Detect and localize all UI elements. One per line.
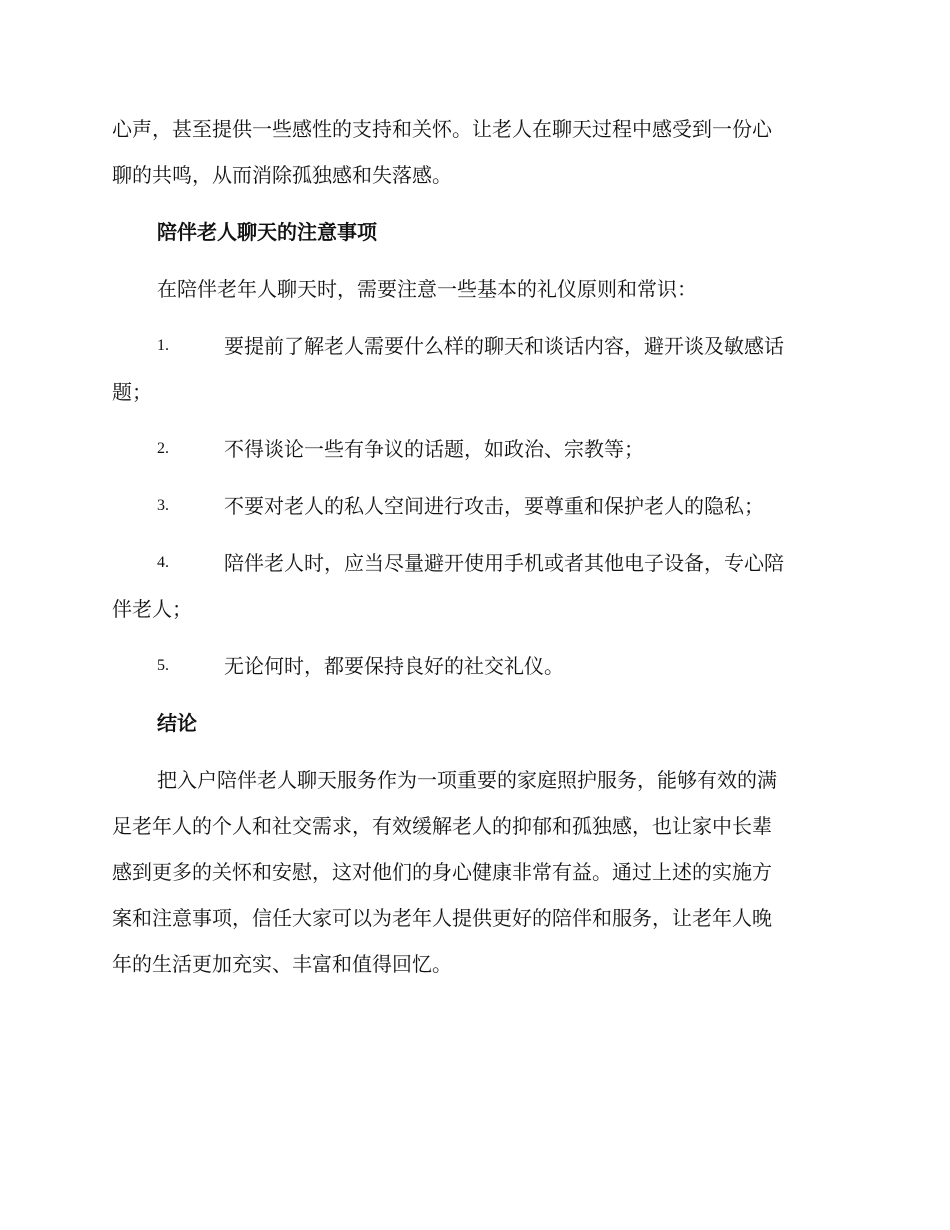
paragraph-line: 年的生活更加充实、丰富和值得回忆。 <box>112 952 452 976</box>
precautions-lead-paragraph <box>112 266 836 312</box>
list-item-number: 4. <box>157 554 169 571</box>
list-item-text: 不要对老人的私人空间进行攻击，要尊重和保护老人的隐私； <box>224 494 764 518</box>
list-item-text: 无论何时，都要保持良好的社交礼仪。 <box>224 654 564 678</box>
document-page <box>112 106 836 987</box>
list-item <box>112 483 836 529</box>
paragraph-line: 聊的共鸣，从而消除孤独感和失落感。 <box>112 163 452 187</box>
intro-paragraph <box>112 106 836 198</box>
paragraph-line: 足老年人的个人和社交需求，有效缓解老人的抑郁和孤独感，也让家中长辈 <box>112 814 772 838</box>
conclusion-paragraph <box>112 757 836 987</box>
list-item-text: 不得谈论一些有争议的话题，如政治、宗教等； <box>224 437 644 461</box>
paragraph-line: 感到更多的关怀和安慰，这对他们的身心健康非常有益。通过上述的实施方 <box>112 860 772 884</box>
section-heading-conclusion: 结论 <box>157 711 197 735</box>
list-item <box>112 426 836 472</box>
list-item <box>112 540 836 632</box>
list-item-number: 5. <box>157 657 169 674</box>
paragraph-line: 在陪伴老年人聊天时，需要注意一些基本的礼仪原则和常识： <box>157 277 697 301</box>
list-item-text-continued: 伴老人； <box>112 597 192 621</box>
list-item-text: 要提前了解老人需要什么样的聊天和谈话内容，避开谈及敏感话 <box>224 334 784 358</box>
paragraph-line: 把入户陪伴老人聊天服务作为一项重要的家庭照护服务，能够有效的满 <box>157 768 777 792</box>
precautions-list <box>112 323 836 689</box>
paragraph-line: 心声，甚至提供一些感性的支持和关怀。让老人在聊天过程中感受到一份心 <box>112 117 772 141</box>
list-item <box>112 643 836 689</box>
list-item-number: 3. <box>157 497 169 514</box>
list-item-text: 陪伴老人时，应当尽量避开使用手机或者其他电子设备，专心陪 <box>224 551 784 575</box>
list-item-text-continued: 题； <box>112 380 152 404</box>
list-item <box>112 323 836 415</box>
paragraph-line: 案和注意事项，信任大家可以为老年人提供更好的陪伴和服务，让老年人晚 <box>112 906 772 930</box>
section-heading-precautions: 陪伴老人聊天的注意事项 <box>157 220 377 244</box>
list-item-number: 2. <box>157 440 169 457</box>
list-item-number: 1. <box>157 337 169 354</box>
